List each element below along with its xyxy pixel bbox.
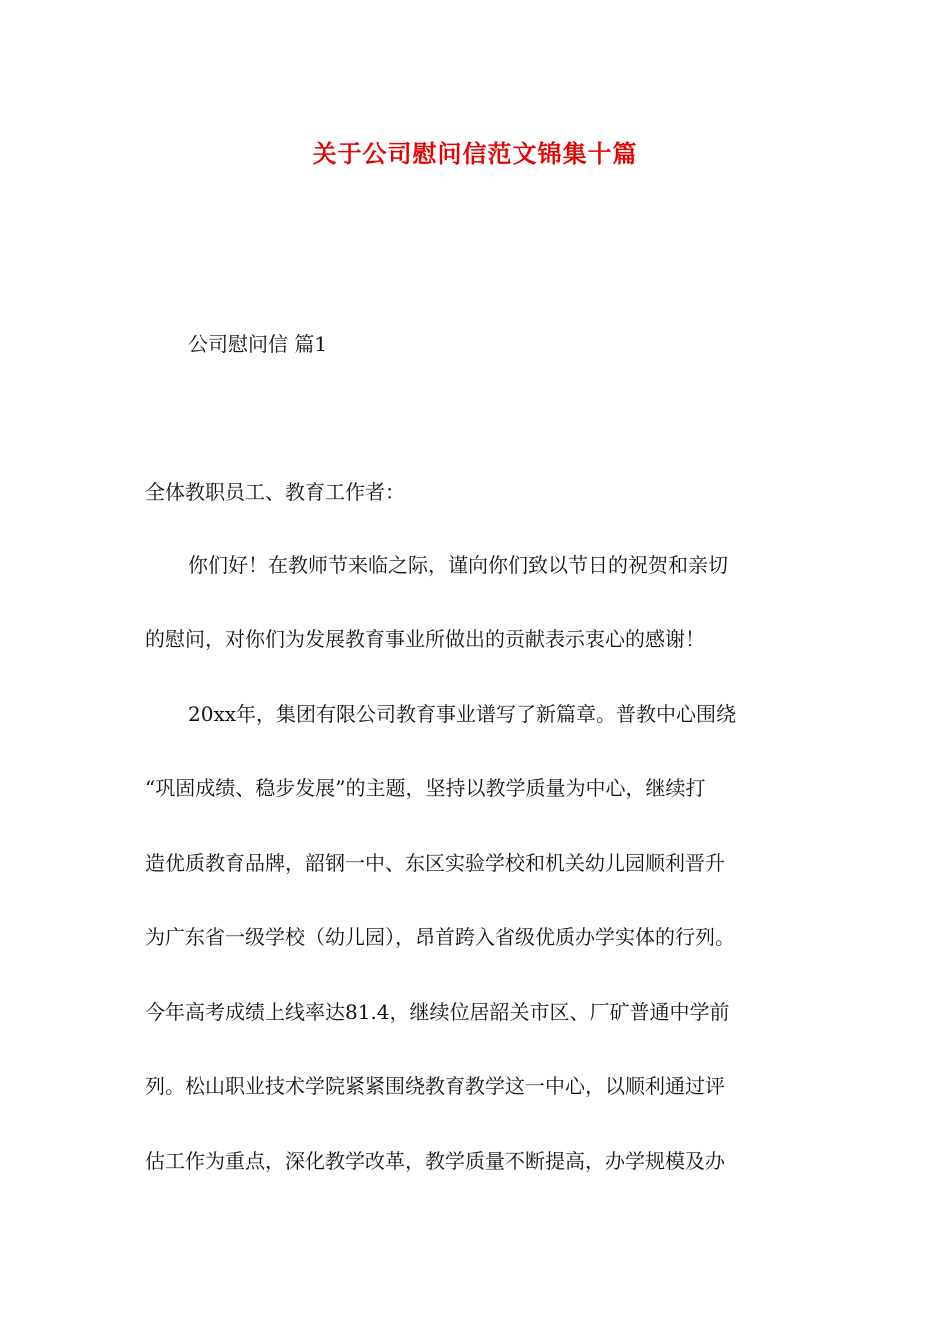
document-title: 关于公司慰问信范文锦集十篇: [312, 139, 638, 168]
body-line: 造优质教育品牌，韶钢一中、东区实验学校和机关幼儿园顺利晋升: [145, 851, 725, 875]
body-line: 你们好！在教师节来临之际，谨向你们致以节日的祝贺和亲切: [188, 553, 728, 577]
body-line: 的慰问，对你们为发展教育事业所做出的贡献表示衷心的感谢！: [145, 627, 705, 651]
body-line: 20xx年，集团有限公司教育事业谱写了新篇章。普教中心围绕: [188, 702, 737, 726]
section-heading: 公司慰问信 篇1: [188, 332, 328, 356]
body-line: 估工作为重点，深化教学改革，教学质量不断提高，办学规模及办: [145, 1149, 725, 1173]
body-line: 今年高考成绩上线率达81.4，继续位居韶关市区、厂矿普通中学前: [145, 1000, 730, 1024]
body-line: “巩固成绩、稳步发展”的主题，坚持以教学质量为中心，继续打: [145, 776, 706, 800]
body-line: 列。松山职业技术学院紧紧围绕教育教学这一中心，以顺利通过评: [145, 1074, 725, 1098]
salutation: 全体教职员工、教育工作者：: [145, 480, 405, 504]
body-line: 为广东省一级学校（幼儿园），昂首跨入省级优质办学实体的行列。: [145, 925, 735, 949]
